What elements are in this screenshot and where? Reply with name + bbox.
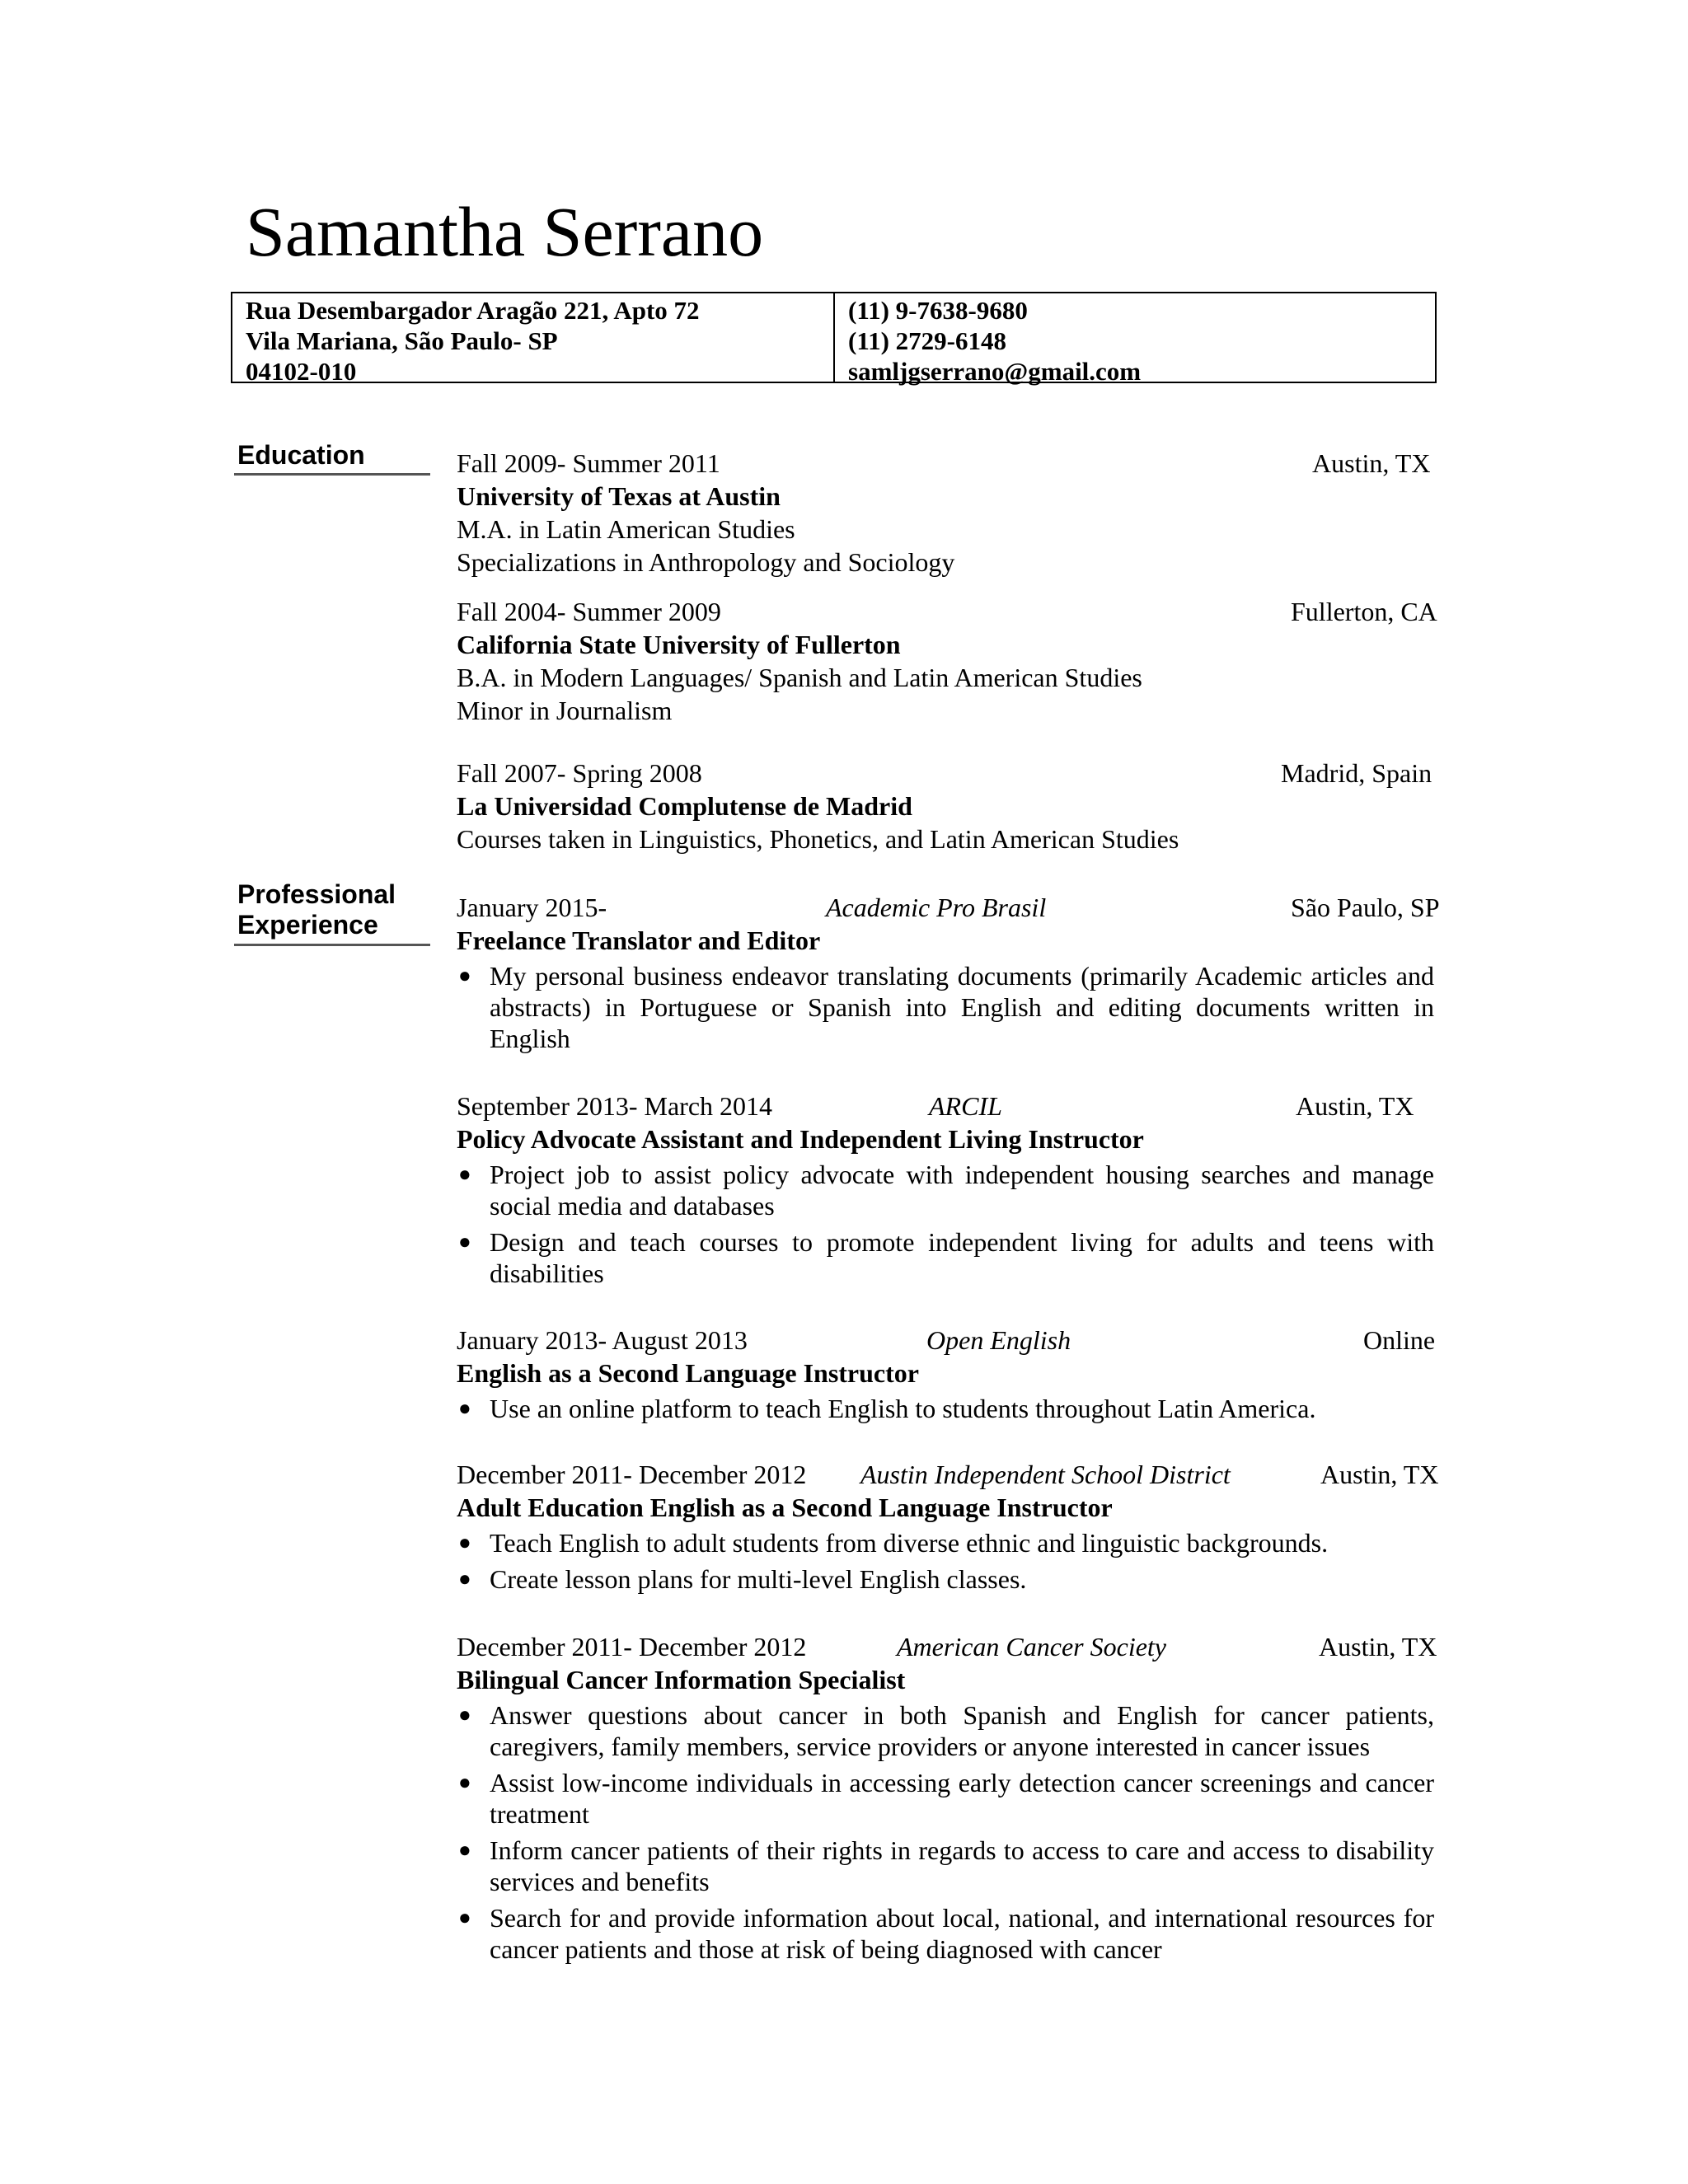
list-item — [457, 1902, 1434, 1965]
entry-location: São Paulo, SP — [1291, 893, 1440, 922]
bullet-icon: ● — [458, 1770, 471, 1794]
section-label-line: Professional — [237, 879, 396, 909]
bullet-icon: ● — [458, 1703, 471, 1727]
bullet-list — [457, 1159, 1434, 1289]
experience-entry — [457, 1458, 1439, 1600]
section-label-education: Education — [237, 440, 365, 470]
entry-detail: B.A. in Modern Languages/ Spanish and Latin American Studies — [457, 663, 1142, 692]
list-item — [457, 1835, 1434, 1897]
bullet-text: Project job to assist policy advocate with independent housing searches and manage social media and databases — [490, 1160, 1434, 1221]
entry-detail: Minor in Journalism — [457, 696, 673, 725]
entry-organization: American Cancer Society — [897, 1632, 1166, 1661]
job-title: English as a Second Language Instructor — [457, 1358, 919, 1388]
bullet-list — [457, 1527, 1434, 1595]
entry-location: Austin, TX — [1320, 1460, 1439, 1489]
entry-location: Online — [1363, 1325, 1436, 1355]
entry-location: Austin, TX — [1312, 448, 1431, 478]
list-item — [457, 1767, 1434, 1830]
bullet-text: My personal business endeavor translating documents (primarily Academic articles and abstracts) in Portuguese or Spanish into English and editing documents written in English — [490, 961, 1434, 1053]
entry-location: Austin, TX — [1296, 1091, 1414, 1121]
entry-location: Austin, TX — [1319, 1632, 1437, 1661]
bullet-list — [457, 960, 1434, 1054]
bullet-text: Teach English to adult students from diverse ethnic and linguistic backgrounds. — [490, 1528, 1329, 1558]
bullet-text: Assist low-income individuals in accessing early detection cancer screenings and cancer treatment — [490, 1768, 1434, 1829]
entry-dates: January 2013- August 2013 — [457, 1325, 748, 1355]
section-label-line: Experience — [237, 910, 378, 940]
section-divider — [234, 944, 430, 946]
school-name: California State University of Fullerton — [457, 630, 901, 659]
bullet-text: Search for and provide information about local, national, and international resources for cancer patients and those at risk of being diagnosed with cancer — [490, 1903, 1434, 1964]
job-title: Bilingual Cancer Information Specialist — [457, 1665, 906, 1694]
bullet-icon: ● — [458, 1396, 471, 1420]
bullet-icon: ● — [458, 1230, 471, 1254]
email-address: samljgserrano@gmail.com — [848, 357, 1142, 386]
list-item — [457, 1226, 1434, 1289]
list-item — [457, 1393, 1434, 1424]
bullet-list — [457, 1393, 1434, 1424]
entry-dates: Fall 2004- Summer 2009 — [457, 597, 721, 626]
resume-name: Samantha Serrano — [246, 192, 764, 271]
list-item — [457, 1159, 1434, 1221]
address-block — [232, 293, 835, 386]
entry-organization: Austin Independent School District — [860, 1460, 1231, 1489]
school-name: La Universidad Complutense de Madrid — [457, 791, 912, 821]
section-label-experience — [237, 879, 396, 940]
entry-dates: September 2013- March 2014 — [457, 1091, 773, 1121]
entry-dates: Fall 2009- Summer 2011 — [457, 448, 720, 478]
section-divider — [234, 473, 430, 476]
bullet-text: Use an online platform to teach English to students throughout Latin America. — [490, 1394, 1316, 1423]
bullet-icon: ● — [458, 963, 471, 987]
address-line: Vila Mariana, São Paulo- SP — [246, 326, 558, 355]
job-title: Policy Advocate Assistant and Independent Living Instructor — [457, 1124, 1144, 1154]
entry-location: Madrid, Spain — [1281, 758, 1432, 788]
entry-detail: M.A. in Latin American Studies — [457, 514, 795, 544]
experience-entry — [457, 891, 1440, 1059]
bullet-icon: ● — [458, 1530, 471, 1554]
postal-code: 04102-010 — [246, 357, 357, 386]
list-item — [457, 1527, 1434, 1558]
education-entry — [457, 757, 1434, 855]
education-entry — [457, 447, 1434, 579]
list-item — [457, 1563, 1434, 1595]
job-title: Freelance Translator and Editor — [457, 926, 821, 955]
bullet-text: Create lesson plans for multi-level English classes. — [490, 1564, 1027, 1594]
education-entry — [457, 595, 1437, 727]
bullet-text: Design and teach courses to promote independent living for adults and teens with disabilities — [490, 1227, 1434, 1288]
bullet-icon: ● — [458, 1162, 471, 1186]
contact-box — [231, 292, 1437, 386]
entry-dates: December 2011- December 2012 — [457, 1460, 807, 1489]
bullet-icon: ● — [458, 1905, 471, 1929]
entry-organization: ARCIL — [929, 1091, 1002, 1121]
bullet-text: Inform cancer patients of their rights in regards to access to care and access to disability services and benefits — [490, 1835, 1434, 1896]
entry-organization: Academic Pro Brasil — [826, 893, 1047, 922]
entry-detail: Specializations in Anthropology and Sociology — [457, 547, 955, 577]
phone-number: (11) 2729-6148 — [848, 326, 1007, 355]
experience-entry — [457, 1630, 1437, 1970]
list-item — [457, 1699, 1434, 1762]
bullet-list — [457, 1699, 1434, 1965]
bullet-icon: ● — [458, 1567, 471, 1591]
list-item — [457, 960, 1434, 1054]
experience-entry — [457, 1090, 1434, 1294]
entry-dates: December 2011- December 2012 — [457, 1632, 807, 1661]
phone-number: (11) 9-7638-9680 — [848, 296, 1028, 325]
entry-organization: Open English — [926, 1325, 1071, 1355]
address-line: Rua Desembargador Aragão 221, Apto 72 — [246, 296, 700, 325]
bullet-text: Answer questions about cancer in both Spanish and English for cancer patients, caregivers, family members, service providers or anyone interested in cancer issues — [490, 1700, 1434, 1761]
entry-detail: Courses taken in Linguistics, Phonetics, and Latin American Studies — [457, 824, 1179, 854]
experience-entry — [457, 1324, 1434, 1429]
phone-email-block — [835, 293, 1435, 386]
entry-dates: Fall 2007- Spring 2008 — [457, 758, 702, 788]
entry-dates: January 2015- — [457, 893, 607, 922]
bullet-icon: ● — [458, 1838, 471, 1862]
job-title: Adult Education English as a Second Language Instructor — [457, 1493, 1113, 1522]
entry-location: Fullerton, CA — [1291, 597, 1437, 626]
school-name: University of Texas at Austin — [457, 481, 781, 511]
